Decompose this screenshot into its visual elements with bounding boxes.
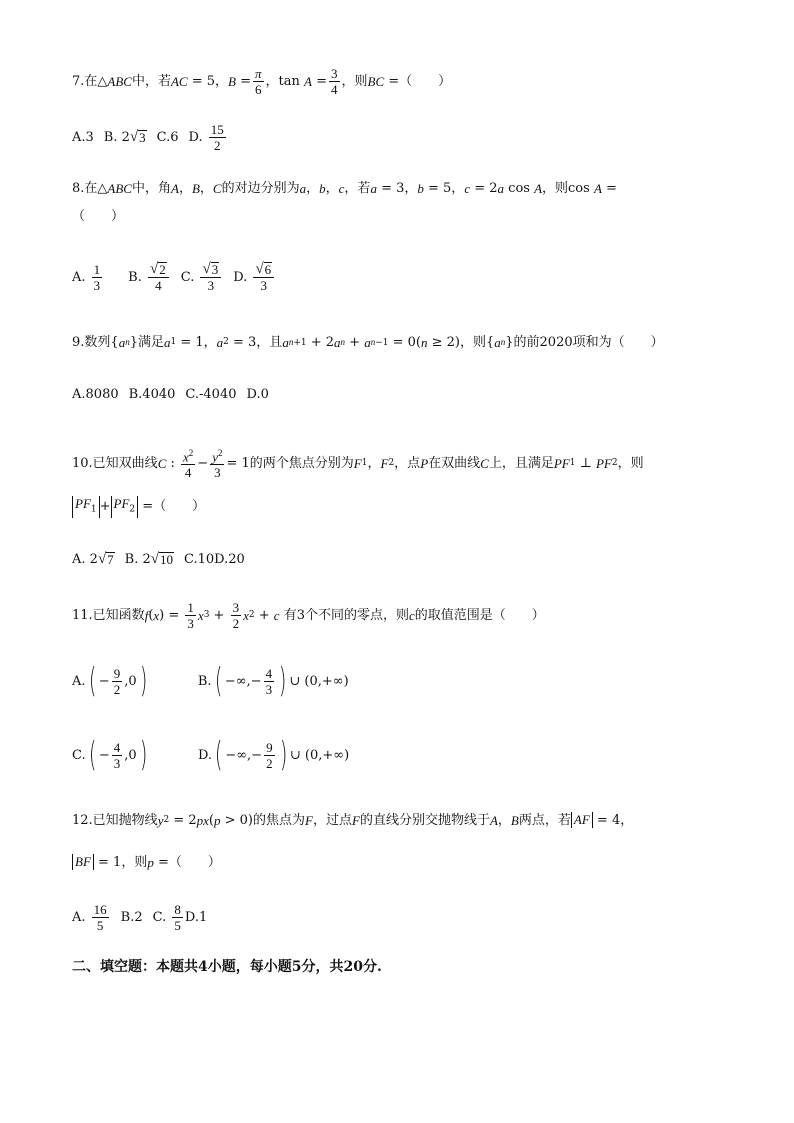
q9-option-c[interactable]: C.-4040	[185, 387, 237, 402]
q12-option-d[interactable]: D.1	[184, 910, 208, 925]
q8-option-b[interactable]: B. √ 2 4	[128, 262, 171, 293]
q7-option-a[interactable]: A.3	[72, 130, 94, 145]
q11-option-d[interactable]: D. ( −∞,− $\frac{9}{2}$ ) ∪ (0,+∞)	[197, 735, 350, 775]
q8-options	[72, 262, 276, 293]
q10-option-b[interactable]: B. 2 √ 10	[124, 551, 173, 567]
q8-option-a[interactable]: A. $\frac{1}{3}$	[72, 262, 101, 293]
q11-option-b[interactable]: B. ( −∞,− $\frac{4}{3}$ ) ∪ (0,+∞)	[197, 661, 349, 701]
q9-option-b[interactable]: B.4040	[128, 387, 176, 402]
q11-option-c[interactable]: C. ( − $\frac{4}{3}$ ,0 )	[72, 735, 147, 775]
q7-options	[72, 122, 228, 153]
q12-options	[72, 902, 207, 933]
q12-option-a[interactable]: A. $\frac{16}{5}$	[72, 902, 107, 933]
q7-option-c[interactable]: C.6	[156, 130, 179, 145]
q9-stem: 9.数列{ a n }满足 a 1 = 1， a 2 = 3，且 a n+1 + 2 a n + a n−1 = 0( n ≥ 2)，则{ a n }的前2020项和为（ ）	[72, 335, 664, 350]
q11-option-a[interactable]: A. ( − $\frac{9}{2}$ ,0 )	[72, 661, 147, 701]
q8-option-c[interactable]: C. √ 3 3	[181, 262, 223, 293]
q8-stem: 8.在△ ABC 中，角 A ， B ， C 的对边分别为 a ， b ， c ，若 a = 3， b = 5， c = 2 a cos A ，则cos A =	[72, 181, 617, 196]
q10-stem-cont: $PF_1$ + $PF_2$ =（ ）	[72, 496, 205, 518]
q10-option-a[interactable]: A. 2 √ 7	[72, 551, 114, 567]
q7-stem: 7.在△ ABC 中，若 AC = 5， B = $\frac{\pi}{6}$ ，tan A = $\frac{3}{4}$ ，则 BC =（ ）	[72, 66, 452, 97]
q7-option-b[interactable]: B. 2 √ 3	[103, 129, 146, 145]
q9-option-d[interactable]: D.0	[246, 387, 269, 402]
q10-option-d[interactable]: D.20	[214, 552, 245, 567]
q11-options-ab	[72, 661, 349, 701]
q12-stem: 12.已知抛物线 y 2 = 2 px ( p > 0)的焦点为 F ，过点 F 的直线分别交抛物线于 A ， B 两点，若 AF = 4，	[72, 812, 634, 828]
q10-stem: 10.已知双曲线 C : $\frac{x^2}{4}$ − $\frac{y^2}{3}$ = 1的两个焦点分别为 F 1 ， F 2 ，点 P 在双曲线 C 上，且满足 PF 1 ⊥ PF 2 ，则	[72, 448, 644, 481]
q8-option-d[interactable]: D. √ 6 3	[233, 262, 276, 293]
q12-option-c[interactable]: C. $\frac{8}{5}$	[152, 902, 181, 933]
q12-stem-cont: BF = 1，则 p =（ ）	[72, 854, 221, 870]
q7-option-d[interactable]: D. $\frac{15}{2}$	[188, 122, 224, 153]
q11-options-cd	[72, 735, 350, 775]
q9-option-a[interactable]: A.8080	[72, 387, 119, 402]
q12-option-b[interactable]: B.2	[120, 910, 143, 925]
q10-options	[72, 552, 245, 567]
section-heading: 二、填空题：本题共4小题，每小题5分，共20分.	[72, 959, 382, 975]
q8-stem-cont: （ ）	[72, 209, 125, 224]
q11-stem: 11.已知函数 f ( x ) = $\frac{1}{3}$ x 3 + $\frac{3}{2}$ x 2 + c 有3个不同的零点，则 c 的取值范围是（ ）	[72, 600, 545, 631]
q10-option-c[interactable]: C.10	[184, 552, 215, 567]
q9-options	[72, 388, 269, 401]
